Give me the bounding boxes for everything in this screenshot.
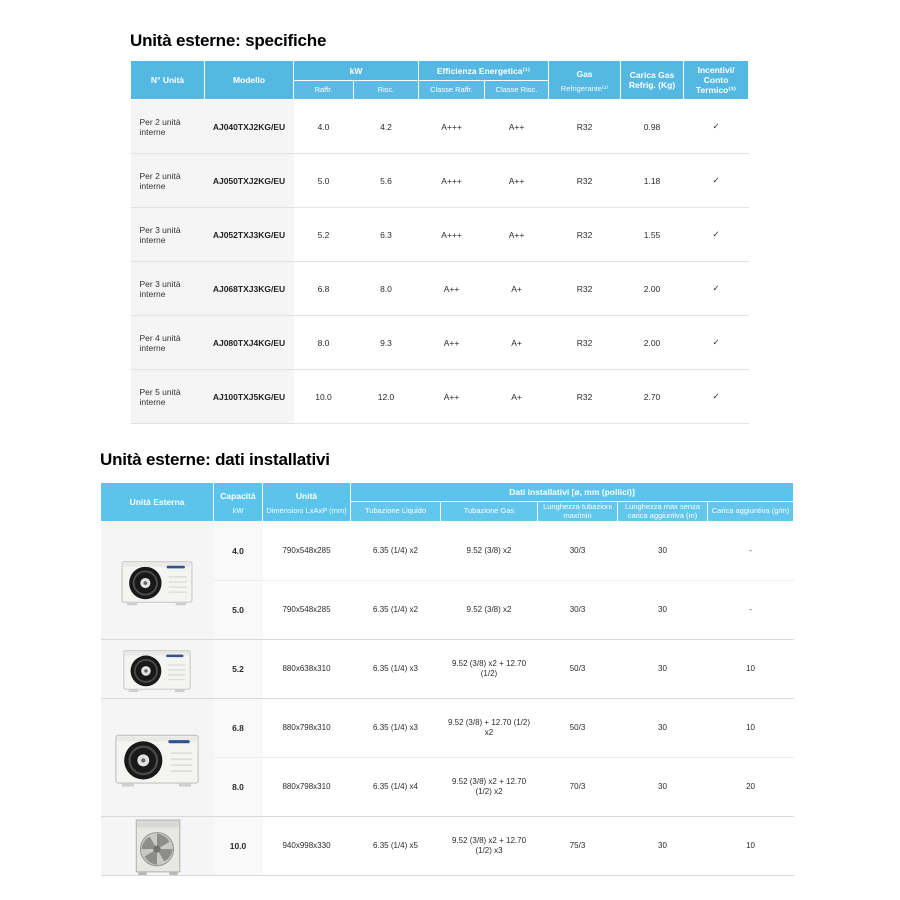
installativi-table — [100, 482, 794, 876]
cell-incentivi-check: ✓ — [684, 208, 749, 262]
cell-raffr: 10.0 — [294, 370, 354, 424]
cell-tubazione-gas: 9.52 (3/8) x2 — [466, 546, 512, 555]
outdoor-unit-large-image — [128, 817, 186, 875]
kw-label: kW — [232, 506, 244, 515]
cell-lunghezza-max: 30 — [618, 817, 708, 876]
cell-incentivi-check: ✓ — [684, 316, 749, 370]
cell-lunghezza: 50/3 — [538, 640, 618, 699]
cell-tubazione-liquido: 6.35 (1/4) x5 — [351, 817, 441, 876]
spec-row — [131, 208, 749, 262]
cell-carica-aggiuntiva: 10 — [708, 817, 794, 876]
cell-tubazione-gas: 9.52 (3/8) x2 + 12.70 (1/2) — [441, 640, 538, 699]
cell-tubazione-liquido: 6.35 (1/4) x3 — [351, 699, 441, 758]
cell-modello: AJ100TXJ5KG/EU — [205, 370, 294, 424]
col-header-n-unita: N° Unità — [131, 61, 205, 100]
cell-classe-raffr: A+++ — [441, 121, 462, 132]
cell-carica: 2.00 — [621, 262, 684, 316]
cell-capacita: 10.0 — [214, 817, 263, 876]
cell-lunghezza: 75/3 — [538, 817, 618, 876]
col-header-carica-gas: Carica Gas Refrig. (Kg) — [621, 61, 684, 100]
cell-n-unita: Per 4 unità interne — [131, 316, 205, 370]
cell-classe-raffr: A+++ — [419, 154, 485, 208]
cell-gas: R32 — [549, 154, 621, 208]
install-row — [101, 640, 794, 699]
col-group-kw: kW — [294, 61, 419, 81]
cell-dimensioni: 880x798x310 — [263, 699, 351, 758]
cell-n-unita: Per 3 unità interne — [131, 262, 205, 316]
cell-modello: AJ040TXJ2KG/EU — [205, 100, 294, 154]
cell-carica-aggiuntiva: 10 — [708, 699, 794, 758]
cell-raffr: 5.2 — [294, 208, 354, 262]
cell-carica: 1.18 — [621, 154, 684, 208]
cell-tubazione-liquido: 6.35 (1/4) x3 — [351, 640, 441, 699]
cell-dimensioni: 880x798x310 — [263, 758, 351, 817]
col-header-tubazione-liquido: Tubazione Liquido — [351, 502, 441, 522]
cell-gas: R32 — [549, 208, 621, 262]
col-header-lunghezza-max: Lunghezza max senza carica aggiuntiva (m) — [618, 502, 708, 522]
specifiche-table — [130, 60, 749, 424]
cell-carica: 2.70 — [621, 370, 684, 424]
col-header-unita-esterna: Unità Esterna — [101, 483, 214, 522]
col-header-unita — [263, 483, 351, 522]
col-group-efficienza: Efficienza Energetica⁽¹⁾ — [419, 61, 549, 81]
col-header-modello: Modello — [205, 61, 294, 100]
cell-n-unita: Per 5 unità interne — [131, 370, 205, 424]
outdoor-unit-photo-10kw — [101, 817, 214, 876]
col-header-incentivi: Incentivi/ Conto Termico⁽³⁾ — [684, 61, 749, 100]
cell-classe-risc: A++ — [485, 154, 549, 208]
cell-lunghezza-max: 30 — [618, 758, 708, 817]
cell-incentivi-check: ✓ — [712, 121, 720, 131]
col-header-capacita — [214, 483, 263, 522]
cell-dimensioni: 790x548x285 — [282, 546, 331, 555]
refrigerante-label: Refrigerante⁽²⁾ — [560, 84, 609, 93]
cell-classe-risc: A++ — [485, 208, 549, 262]
cell-carica: 1.55 — [621, 208, 684, 262]
cell-lunghezza: 30/3 — [569, 546, 586, 555]
cell-risc: 12.0 — [354, 370, 419, 424]
dimensioni-label: Dimensioni LxAxP (mm) — [266, 506, 347, 515]
install-row — [101, 817, 794, 876]
cell-tubazione-gas: 9.52 (3/8) + 12.70 (1/2) x2 — [441, 699, 538, 758]
cell-classe-raffr: A++ — [419, 370, 485, 424]
cell-tubazione-gas: 9.52 (3/8) x2 — [441, 581, 538, 640]
col-header-classe-risc: Classe Risc. — [485, 81, 549, 100]
cell-lunghezza: 70/3 — [538, 758, 618, 817]
cell-raffr: 5.0 — [294, 154, 354, 208]
cell-carica-aggiuntiva: 10 — [708, 640, 794, 699]
col-header-classe-raffr: Classe Raffr. — [419, 81, 485, 100]
cell-classe-raffr: A++ — [419, 262, 485, 316]
cell-dimensioni: 790x548x285 — [263, 581, 351, 640]
cell-dimensioni: 880x638x310 — [263, 640, 351, 699]
col-header-raffr: Raffr. — [294, 81, 354, 100]
cell-incentivi-check: ✓ — [684, 154, 749, 208]
cell-lunghezza: 30/3 — [538, 581, 618, 640]
cell-carica: 0.98 — [643, 121, 661, 132]
cell-classe-raffr: A+++ — [419, 208, 485, 262]
cell-modello: AJ068TXJ3KG/EU — [205, 262, 294, 316]
col-header-carica-aggiuntiva: Carica aggiuntiva (g/m) — [708, 502, 794, 522]
capacita-label: Capacità — [220, 491, 256, 501]
cell-carica-aggiuntiva: 20 — [708, 758, 794, 817]
cell-lunghezza-max: 30 — [618, 640, 708, 699]
cell-classe-risc: A+ — [485, 262, 549, 316]
outdoor-unit-photo-6-8-8kw — [101, 699, 214, 817]
cell-dimensioni: 940x998x330 — [263, 817, 351, 876]
cell-n-unita: Per 3 unità interne — [131, 208, 205, 262]
cell-gas: R32 — [549, 370, 621, 424]
spec-row — [131, 262, 749, 316]
gas-label: Gas — [576, 69, 593, 79]
spec-row — [131, 154, 749, 208]
outdoor-unit-photo-5-2kw — [101, 640, 214, 699]
cell-incentivi-check: ✓ — [684, 370, 749, 424]
cell-carica-aggiuntiva: - — [708, 581, 794, 640]
cell-tubazione-gas: 9.52 (3/8) x2 + 12.70 (1/2) x2 — [441, 758, 538, 817]
cell-raffr: 6.8 — [294, 262, 354, 316]
cell-lunghezza-max: 30 — [618, 699, 708, 758]
cell-classe-raffr: A++ — [419, 316, 485, 370]
cell-gas: R32 — [576, 121, 593, 132]
cell-lunghezza: 50/3 — [538, 699, 618, 758]
outdoor-unit-small-image — [119, 554, 195, 608]
cell-capacita: 8.0 — [214, 758, 263, 817]
col-group-dati-installativi: Dati installativi [ø, mm (pollici)] — [351, 483, 794, 502]
cell-tubazione-liquido: 6.35 (1/4) x2 — [373, 546, 418, 555]
outdoor-unit-photo-4-5kw — [101, 522, 214, 640]
cell-risc: 4.2 — [380, 121, 392, 132]
spec-row — [131, 100, 749, 154]
cell-tubazione-gas: 9.52 (3/8) x2 + 12.70 (1/2) x3 — [441, 817, 538, 876]
cell-capacita: 6.8 — [214, 699, 263, 758]
cell-modello: AJ050TXJ2KG/EU — [205, 154, 294, 208]
install-row — [101, 522, 794, 581]
cell-gas: R32 — [549, 316, 621, 370]
cell-tubazione-liquido: 6.35 (1/4) x4 — [351, 758, 441, 817]
spec-row — [131, 316, 749, 370]
specifiche-section — [130, 31, 748, 424]
cell-modello: AJ052TXJ3KG/EU — [205, 208, 294, 262]
cell-n-unita: Per 2 unità interne — [131, 100, 205, 154]
cell-capacita: 5.2 — [214, 640, 263, 699]
cell-classe-risc: A+ — [485, 316, 549, 370]
cell-n-unita: Per 2 unità interne — [131, 154, 205, 208]
cell-carica: 2.00 — [621, 316, 684, 370]
cell-capacita: 5.0 — [214, 581, 263, 640]
cell-classe-risc: A+ — [485, 370, 549, 424]
install-row — [101, 699, 794, 758]
col-header-tubazione-gas: Tubazione Gas — [441, 502, 538, 522]
cell-modello: AJ080TXJ4KG/EU — [205, 316, 294, 370]
specifiche-title: Unità esterne: specifiche — [130, 31, 327, 50]
installativi-title: Unità esterne: dati installativi — [100, 450, 330, 469]
cell-raffr: 8.0 — [294, 316, 354, 370]
cell-capacita: 4.0 — [214, 522, 263, 581]
cell-classe-risc: A++ — [508, 121, 525, 132]
cell-risc: 9.3 — [354, 316, 419, 370]
cell-lunghezza-max: 30 — [658, 546, 667, 555]
cell-tubazione-liquido: 6.35 (1/4) x2 — [351, 581, 441, 640]
outdoor-unit-small-image — [118, 644, 196, 694]
spec-row — [131, 370, 749, 424]
col-header-lunghezza-tubazioni: Lunghezza tubazioni max/min — [538, 502, 618, 522]
cell-lunghezza-max: 30 — [618, 581, 708, 640]
cell-risc: 8.0 — [354, 262, 419, 316]
col-header-risc: Risc. — [354, 81, 419, 100]
cell-incentivi-check: ✓ — [684, 262, 749, 316]
unita-label: Unità — [295, 491, 318, 501]
cell-risc: 5.6 — [354, 154, 419, 208]
cell-risc: 6.3 — [354, 208, 419, 262]
cell-carica-aggiuntiva: - — [749, 546, 752, 555]
cell-raffr: 4.0 — [317, 121, 330, 132]
cell-gas: R32 — [549, 262, 621, 316]
installativi-section — [100, 450, 793, 876]
col-header-gas — [549, 61, 621, 100]
outdoor-unit-medium-image — [112, 727, 202, 789]
